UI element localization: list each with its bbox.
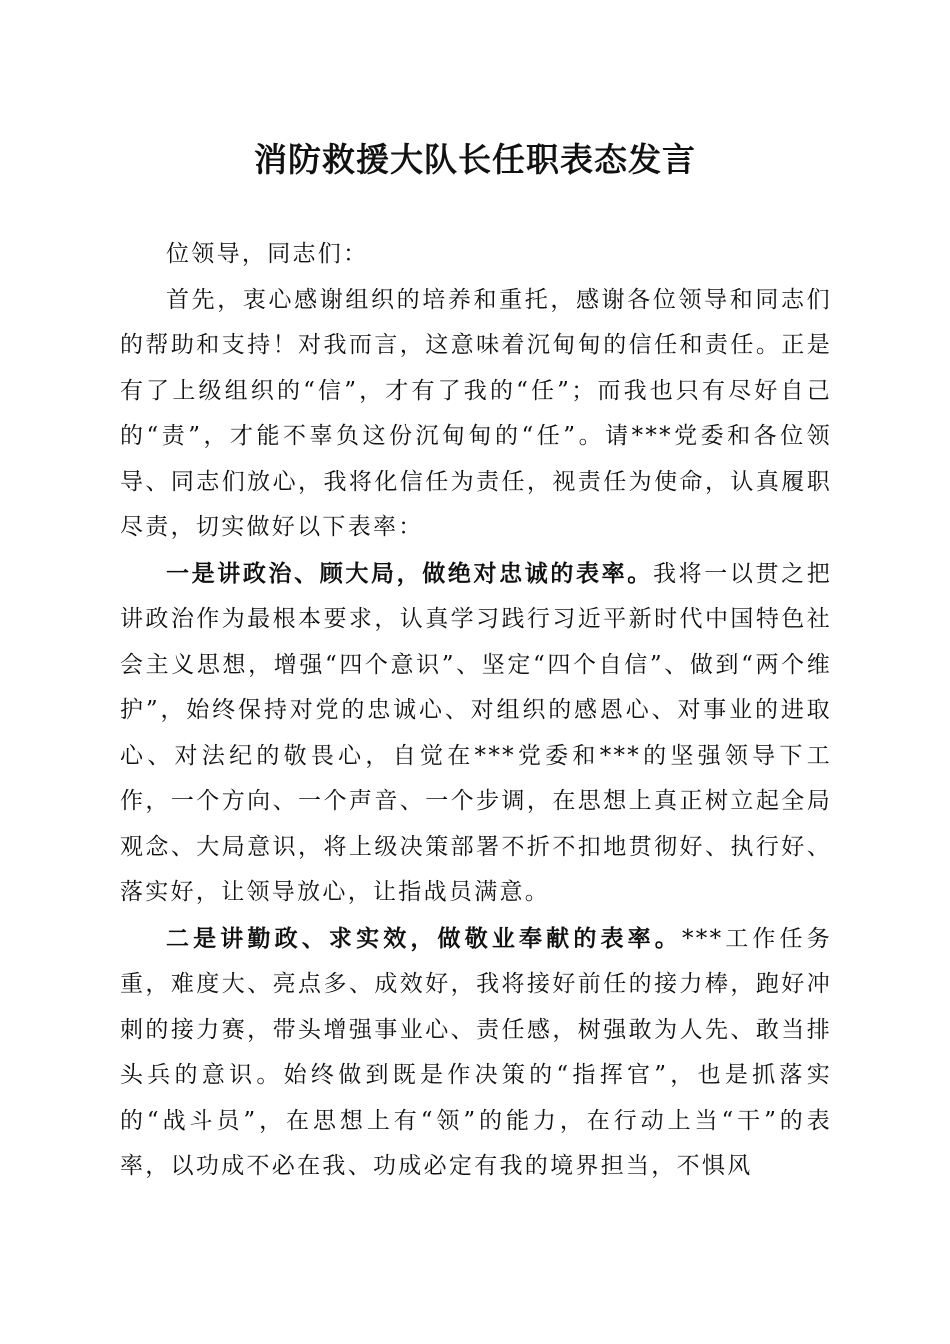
- paragraph-intro: [120, 278, 832, 551]
- salutation: 位领导，同志们：: [166, 241, 369, 267]
- paragraph-text: ***工作任务重，难度大、亮点多、成效好，我将接好前任的接力棒，跑好冲刺的接力赛，带头增强事业心、责任感，树强敢为人先、敢当排头兵的意识。始终做到既是作决策的“指挥官”，也是抓落实的“战斗员”，在思想上有“领”的能力，在行动上当“干”的表率，以功成不必在我、功成必定有我的境界担当，不惧风: [120, 925, 832, 1179]
- paragraph-text: 我将一以贯之把讲政治作为最根本要求，认真学习践行习近平新时代中国特色社会主义思想，增强“四个意识”、坚定“四个自信”、做到“两个维护”，始终保持对党的忠诚心、对组织的感恩心、对事业的进取心、对法纪的敬畏心，自觉在***党委和***的坚强领导下工作，一个方向、一个声音、一个步调，在思想上真正树立起全局观念、大局意识，将上级决策部署不折不扣地贯彻好、执行好、落实好，让领导放心，让指战员满意。: [120, 560, 833, 905]
- paragraph-point-two: [120, 916, 832, 1190]
- paragraph-heading: 一是讲政治、顾大局，做绝对忠诚的表率。: [166, 559, 653, 587]
- paragraph-text: 首先，衷心感谢组织的培养和重托，感谢各位领导和同志们的帮助和支持！对我而言，这意味着沉甸甸的信任和责任。正是有了上级组织的“信”，才有了我的“任”；而我也只有尽好自己的“责”，才能不辜负这份沉甸甸的“任”。请***党委和各位领导、同志们放心，我将化信任为责任，视责任为使命，认真履职尽责，切实做好以下表率：: [120, 286, 832, 540]
- paragraph-heading: 二是讲勤政、求实效，做敬业奉献的表率。: [166, 924, 682, 952]
- document-body: [120, 232, 832, 1190]
- document-title: 消防救援大队长任职表态发言: [254, 140, 696, 179]
- paragraph-point-one: [120, 551, 832, 916]
